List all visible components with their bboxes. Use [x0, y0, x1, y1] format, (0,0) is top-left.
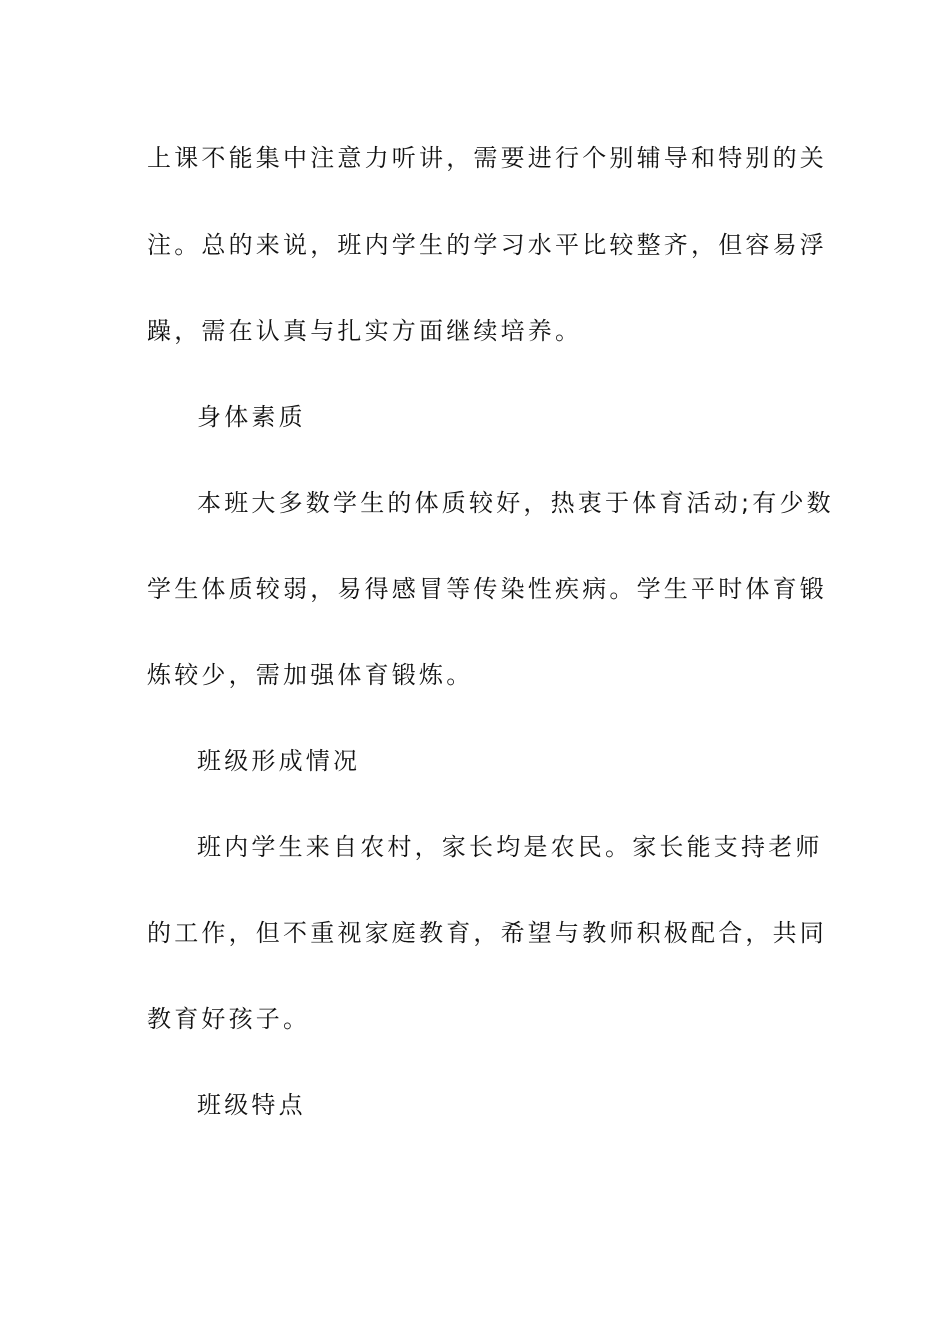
section-heading-class-formation: 班级形成情况: [197, 747, 361, 775]
paragraph-line: 班内学生来自农村，家长均是农民。家长能支持老师: [197, 833, 823, 861]
section-heading-physical: 身体素质: [197, 403, 306, 431]
section-heading-class-features: 班级特点: [197, 1091, 306, 1119]
paragraph-line: 躁，需在认真与扎实方面继续培养。: [147, 317, 583, 345]
paragraph-line: 教育好孩子。: [147, 1005, 311, 1033]
paragraph-line: 的工作，但不重视家庭教育，希望与教师积极配合，共同: [147, 919, 827, 947]
paragraph-line: 学生体质较弱，易得感冒等传染性疾病。学生平时体育锻: [147, 575, 827, 603]
paragraph-line: 炼较少，需加强体育锻炼。: [147, 661, 474, 689]
paragraph-line: 上课不能集中注意力听讲，需要进行个别辅导和特别的关: [147, 144, 827, 172]
paragraph-line: 注。总的来说，班内学生的学习水平比较整齐，但容易浮: [147, 231, 827, 259]
paragraph-line: 本班大多数学生的体质较好，热衷于体育活动;有少数: [197, 489, 834, 517]
